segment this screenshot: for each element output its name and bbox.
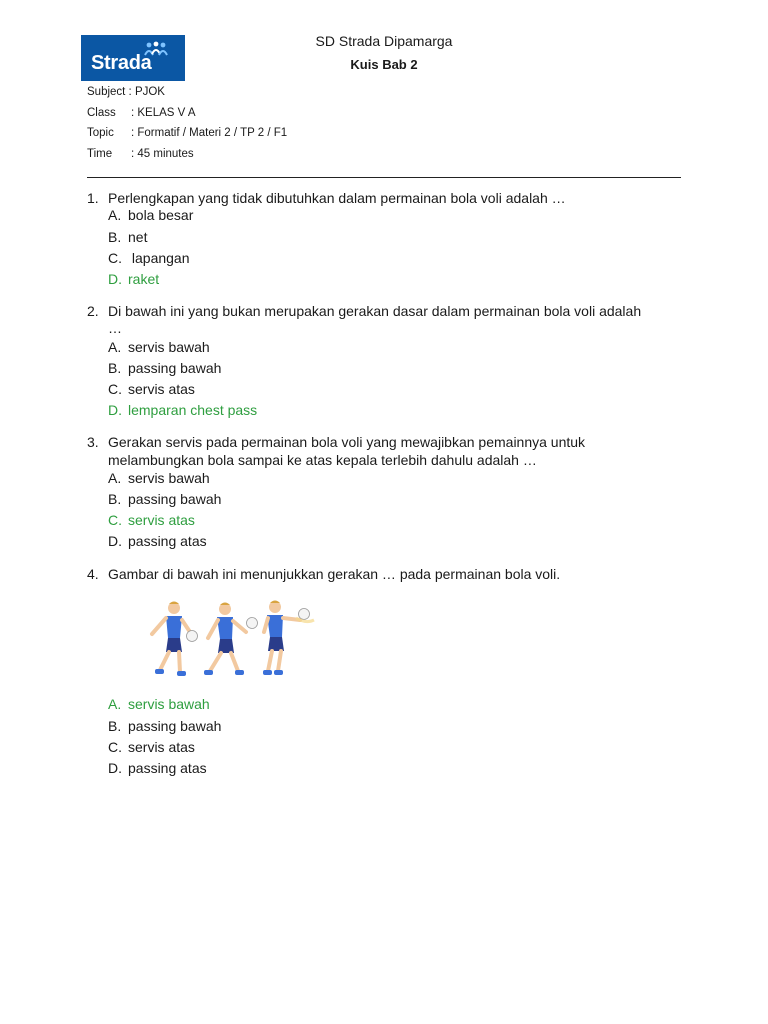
option-letter: A.	[108, 339, 122, 355]
question-stem: Gambar di bawah ini menunjukkan gerakan … pada permainan bola voli.	[108, 566, 561, 582]
option-letter: C.	[108, 739, 122, 755]
meta-topic	[87, 127, 287, 139]
option-text: servis bawah	[128, 470, 210, 486]
option-2d[interactable]	[108, 402, 257, 419]
player-figure-2	[204, 603, 258, 676]
meta-key: Class	[87, 107, 116, 119]
question-stem: Perlengkapan yang tidak dibutuhkan dalam permainan bola voli adalah …	[108, 190, 566, 206]
option-letter: B.	[108, 229, 122, 245]
option-3b[interactable]	[108, 491, 221, 508]
option-2a[interactable]	[108, 339, 210, 356]
question-number: 3.	[87, 434, 99, 450]
meta-key: Time	[87, 148, 113, 160]
option-1b[interactable]	[108, 229, 147, 246]
option-text: raket	[128, 271, 160, 287]
meta-value: : 45 minutes	[131, 148, 194, 160]
option-letter: D.	[108, 760, 122, 776]
meta-subject-text: Subject : PJOK	[87, 86, 165, 98]
header-divider	[87, 177, 681, 178]
option-text: passing bawah	[128, 491, 222, 507]
option-letter: C.	[108, 381, 122, 397]
option-2c[interactable]	[108, 381, 195, 398]
option-text: lemparan chest pass	[128, 402, 258, 418]
option-letter: B.	[108, 360, 122, 376]
option-text: lapangan	[128, 250, 190, 266]
question-number: 1.	[87, 190, 99, 206]
meta-value: : KELAS V A	[131, 107, 196, 119]
player-figure-3	[263, 601, 314, 676]
option-3a[interactable]	[108, 470, 210, 487]
option-3d[interactable]	[108, 533, 207, 550]
option-2b[interactable]	[108, 360, 221, 377]
option-text: passing bawah	[128, 360, 222, 376]
option-text: passing atas	[128, 760, 207, 776]
option-letter: A.	[108, 207, 122, 223]
option-letter: D.	[108, 402, 122, 418]
question-stem-cont: …	[108, 320, 122, 336]
player-figure-1	[152, 602, 198, 677]
option-3c[interactable]	[108, 512, 195, 529]
option-letter: A.	[108, 696, 122, 712]
question-stem: Gerakan servis pada permainan bola voli yang mewajibkan pemainnya untuk	[108, 434, 586, 450]
question-stem: Di bawah ini yang bukan merupakan gerakan dasar dalam permainan bola voli adalah	[108, 303, 642, 319]
option-1c[interactable]	[108, 250, 190, 267]
meta-class	[87, 107, 196, 119]
meta-subject	[87, 86, 165, 98]
option-letter: C.	[108, 250, 122, 266]
option-4b[interactable]	[108, 718, 221, 735]
option-letter: C.	[108, 512, 122, 528]
option-letter: B.	[108, 718, 122, 734]
option-text: servis atas	[128, 739, 195, 755]
volleyball-serve-illustration	[138, 598, 318, 682]
option-text: passing atas	[128, 533, 207, 549]
option-letter: D.	[108, 533, 122, 549]
school-name: SD Strada Dipamarga	[315, 33, 453, 49]
option-4a[interactable]	[108, 696, 210, 713]
option-text: net	[128, 229, 148, 245]
option-text: bola besar	[128, 207, 194, 223]
option-1a[interactable]	[108, 207, 193, 224]
question-number: 4.	[87, 566, 99, 582]
option-1d[interactable]	[108, 271, 159, 288]
meta-time	[87, 148, 194, 160]
option-text: passing bawah	[128, 718, 222, 734]
option-letter: B.	[108, 491, 122, 507]
meta-key: Topic	[87, 127, 114, 139]
option-letter: A.	[108, 470, 122, 486]
option-4d[interactable]	[108, 760, 207, 777]
logo-text: Strada	[91, 52, 152, 74]
option-text: servis atas	[128, 512, 195, 528]
option-letter: D.	[108, 271, 122, 287]
option-text: servis bawah	[128, 696, 210, 712]
question-number: 2.	[87, 303, 99, 319]
option-4c[interactable]	[108, 739, 195, 756]
question-stem-cont: melambungkan bola sampai ke atas kepala terlebih dahulu adalah …	[108, 452, 537, 468]
option-text: servis bawah	[128, 339, 210, 355]
meta-value: : Formatif / Materi 2 / TP 2 / F1	[131, 127, 288, 139]
quiz-title: Kuis Bab 2	[350, 57, 418, 72]
option-text: servis atas	[128, 381, 195, 397]
